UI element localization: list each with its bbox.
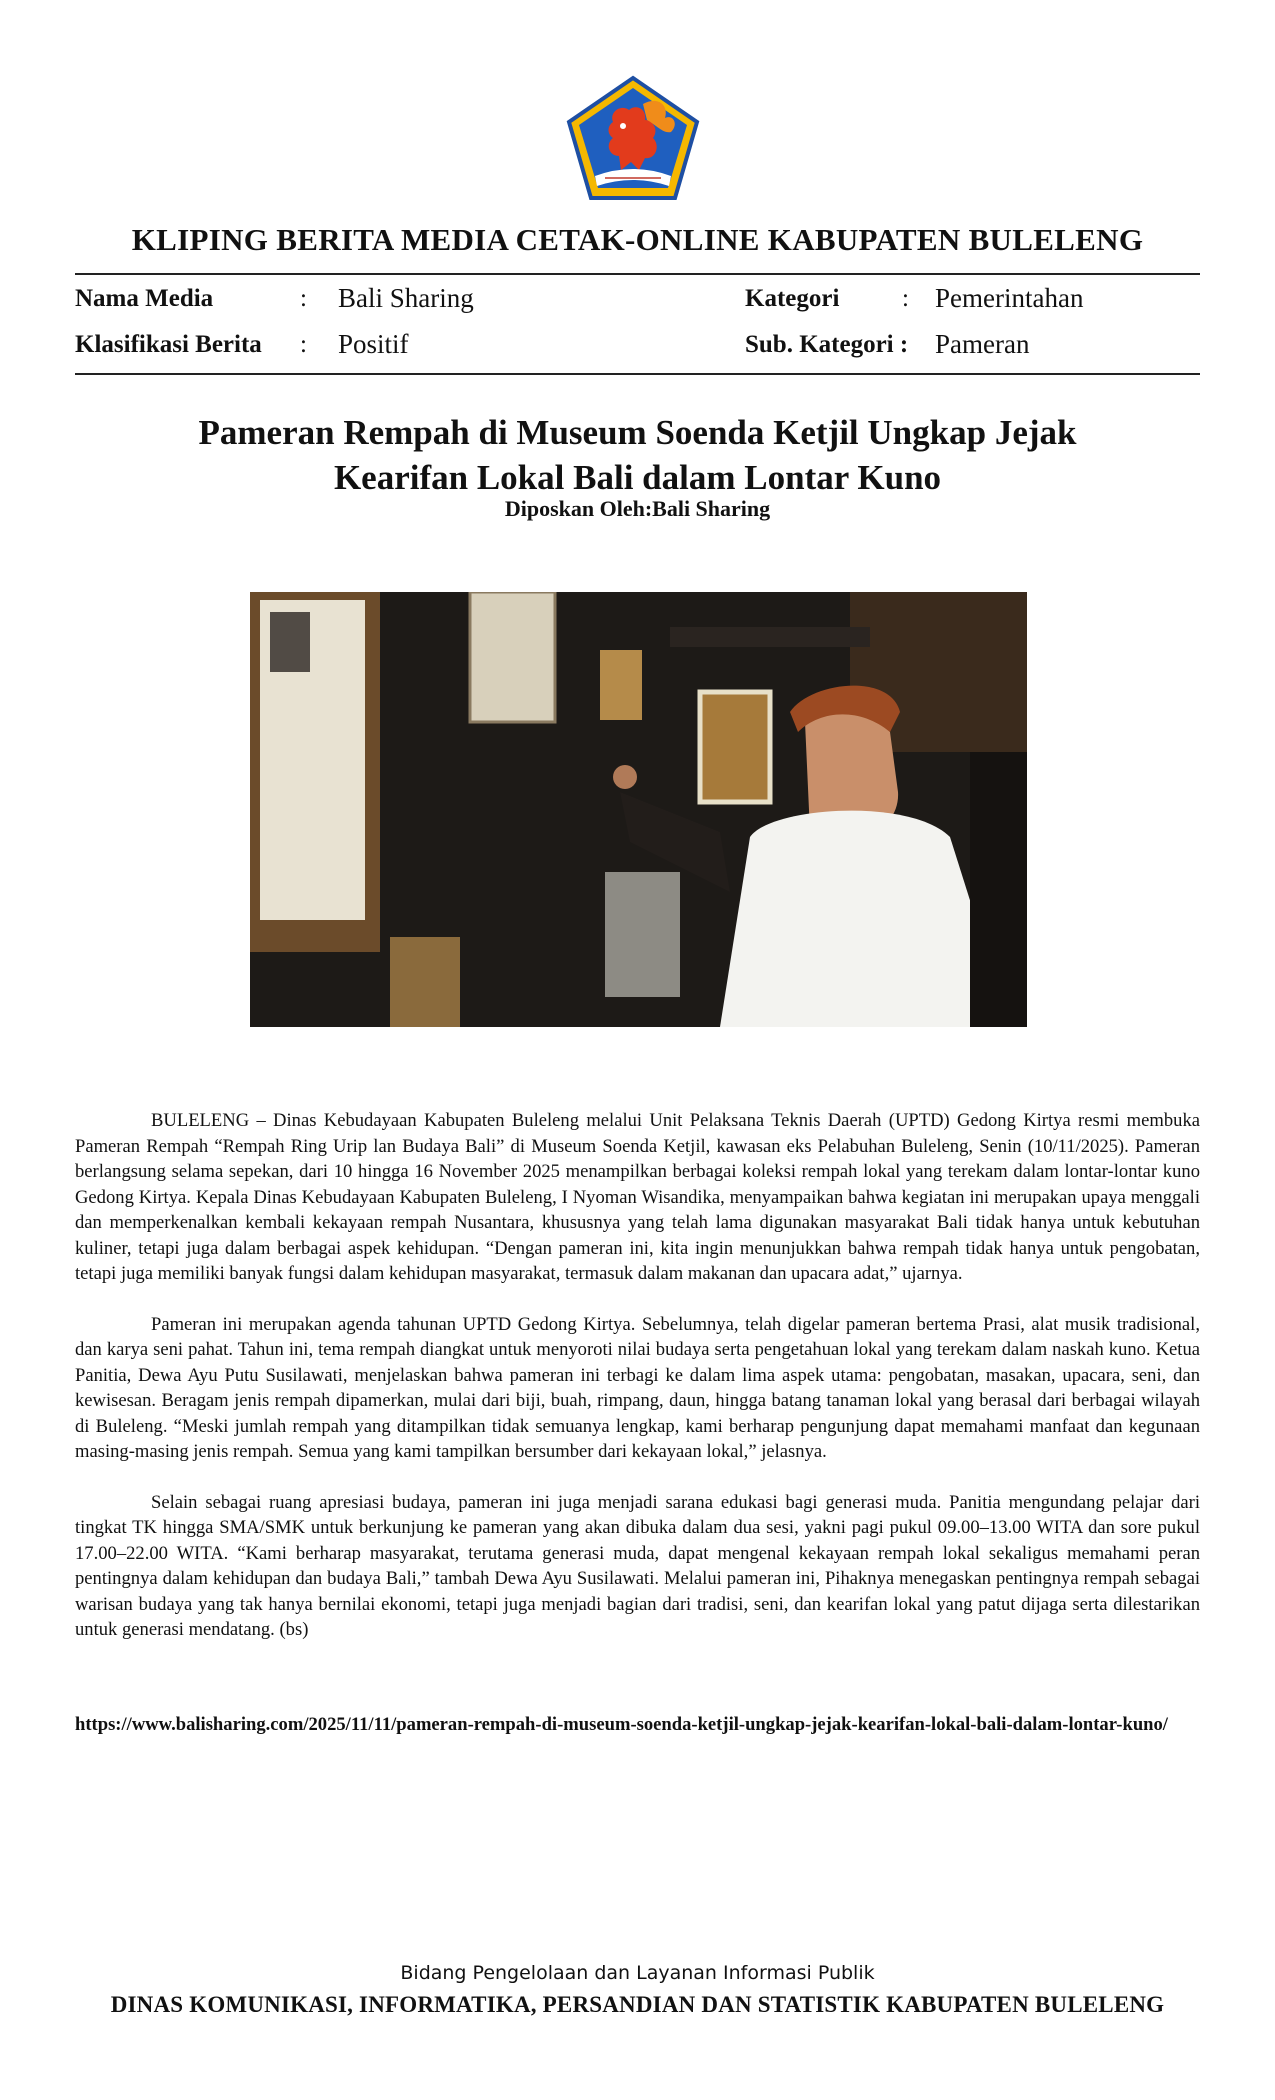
document-title: KLIPING BERITA MEDIA CETAK-ONLINE KABUPATEN BULELENG — [131, 222, 1144, 257]
nama-media-label: Nama Media — [75, 285, 214, 312]
article-byline: Diposkan Oleh:Bali Sharing — [504, 496, 771, 521]
sub-kategori-label: Sub. Kategori : — [745, 331, 909, 358]
headline-line-1: Pameran Rempah di Museum Soenda Ketjil Ungkap Jejak — [198, 413, 1077, 452]
headline-line-2: Kearifan Lokal Bali dalam Lontar Kuno — [333, 458, 942, 497]
source-link[interactable]: https://www.balisharing.com/2025/11/11/pameran-rempah-di-museum-soenda-ketjil-ungkap-jejak-kearifan-lokal-bali-dalam-lontar-kuno/ — [75, 1714, 1168, 1735]
klasifikasi-berita-label: Klasifikasi Berita — [75, 331, 262, 358]
footer-agency: DINAS KOMUNIKASI, INFORMATIKA, PERSANDIAN DAN STATISTIK KABUPATEN BULELENG — [110, 1992, 1165, 2017]
kabupaten-buleleng-logo-icon — [565, 74, 701, 202]
bottom-divider — [75, 373, 1200, 375]
sub-kategori-value: Pameran — [935, 329, 1030, 359]
exhibition-photo — [250, 592, 1027, 1027]
footer-department: Bidang Pengelolaan dan Layanan Informasi Publik — [400, 1962, 875, 1984]
article-paragraph: Pameran ini merupakan agenda tahunan UPTD Gedong Kirtya. Sebelumnya, telah digelar pameran bertema Prasi, alat musik tradisional, dan karya seni pahat. Tahun ini, tema rempah diangkat untuk menyoroti nilai budaya serta pengetahuan lokal yang terekam dalam naskah kuno. Ketua Panitia, Dewa Ayu Putu Susilawati, menjelaskan bahwa pameran ini terbagi ke dalam lima aspek utama: pengobatan, masakan, upacara, seni, dan kewisesan. Beragam jenis rempah dipamerkan, mulai dari biji, buah, rimpang, daun, hingga batang tanaman lokal yang berasal dari berbagai wilayah di Buleleng. “Meski jumlah rempah yang ditampilkan tidak semuanya lengkap, kami berharap pengunjung dapat memahami manfaat dan kegunaan masing-masing jenis rempah. Semua yang kami tampilkan bersumber dari kekayaan lokal,” jelasnya. — [75, 1313, 1200, 1462]
kategori-value: Pemerintahan — [935, 283, 1084, 313]
article-paragraph: Selain sebagai ruang apresiasi budaya, pameran ini juga menjadi sarana edukasi bagi generasi muda. Panitia mengundang pelajar dari tingkat TK hingga SMA/SMK untuk berkunjung ke pameran yang akan dibuka dalam dua sesi, yakni pagi pukul 09.00–13.00 WITA dan sore pukul 17.00–22.00 WITA. “Kami berharap masyarakat, terutama generasi muda, dapat mengenal kekayaan rempah lokal sekaligus memahami peran pentingnya dalam kehidupan dan budaya Bali,” tambah Dewa Ayu Susilawati. Melalui pameran ini, Pihaknya menegaskan pentingnya rempah sebagai warisan budaya yang tak hanya bernilai ekonomi, tetapi juga menjadi bagian dari tradisi, seni, dan kearifan lokal yang patut dijaga serta dilestarikan untuk generasi mendatang. (bs) — [75, 1491, 1200, 1640]
nama-media-colon: : — [300, 285, 307, 312]
klasifikasi-berita-colon: : — [300, 331, 307, 358]
klasifikasi-berita-value: Positif — [338, 329, 409, 359]
top-divider — [75, 273, 1200, 275]
kategori-colon: : — [902, 285, 909, 312]
nama-media-value: Bali Sharing — [338, 283, 474, 313]
article-body — [75, 1108, 1200, 1668]
article-paragraph: BULELENG – Dinas Kebudayaan Kabupaten Buleleng melalui Unit Pelaksana Teknis Daerah (UPTD) Gedong Kirtya resmi membuka Pameran Rempah “Rempah Ring Urip lan Budaya Bali” di Museum Soenda Ketjil, kawasan eks Pelabuhan Buleleng, Senin (10/11/2025). Pameran berlangsung selama sepekan, dari 10 hingga 16 November 2025 menampilkan berbagai koleksi rempah lokal yang terekam dalam lontar-lontar kuno Gedong Kirtya. Kepala Dinas Kebudayaan Kabupaten Buleleng, I Nyoman Wisandika, menyampaikan bahwa kegiatan ini merupakan upaya menggali dan memperkenalkan kembali kekayaan rempah Nusantara, khususnya yang telah lama digunakan masyarakat Bali tidak hanya untuk kebutuhan kuliner, tetapi juga dalam berbagai aspek kehidupan. “Dengan pameran ini, kita ingin menunjukkan bahwa rempah tidak hanya untuk pengobatan, tetapi juga memiliki banyak fungsi dalam kehidupan masyarakat, termasuk dalam makanan dan upacara adat,” ujarnya. — [75, 1110, 1200, 1284]
article-headline — [0, 410, 1275, 500]
kategori-label: Kategori — [745, 285, 840, 312]
